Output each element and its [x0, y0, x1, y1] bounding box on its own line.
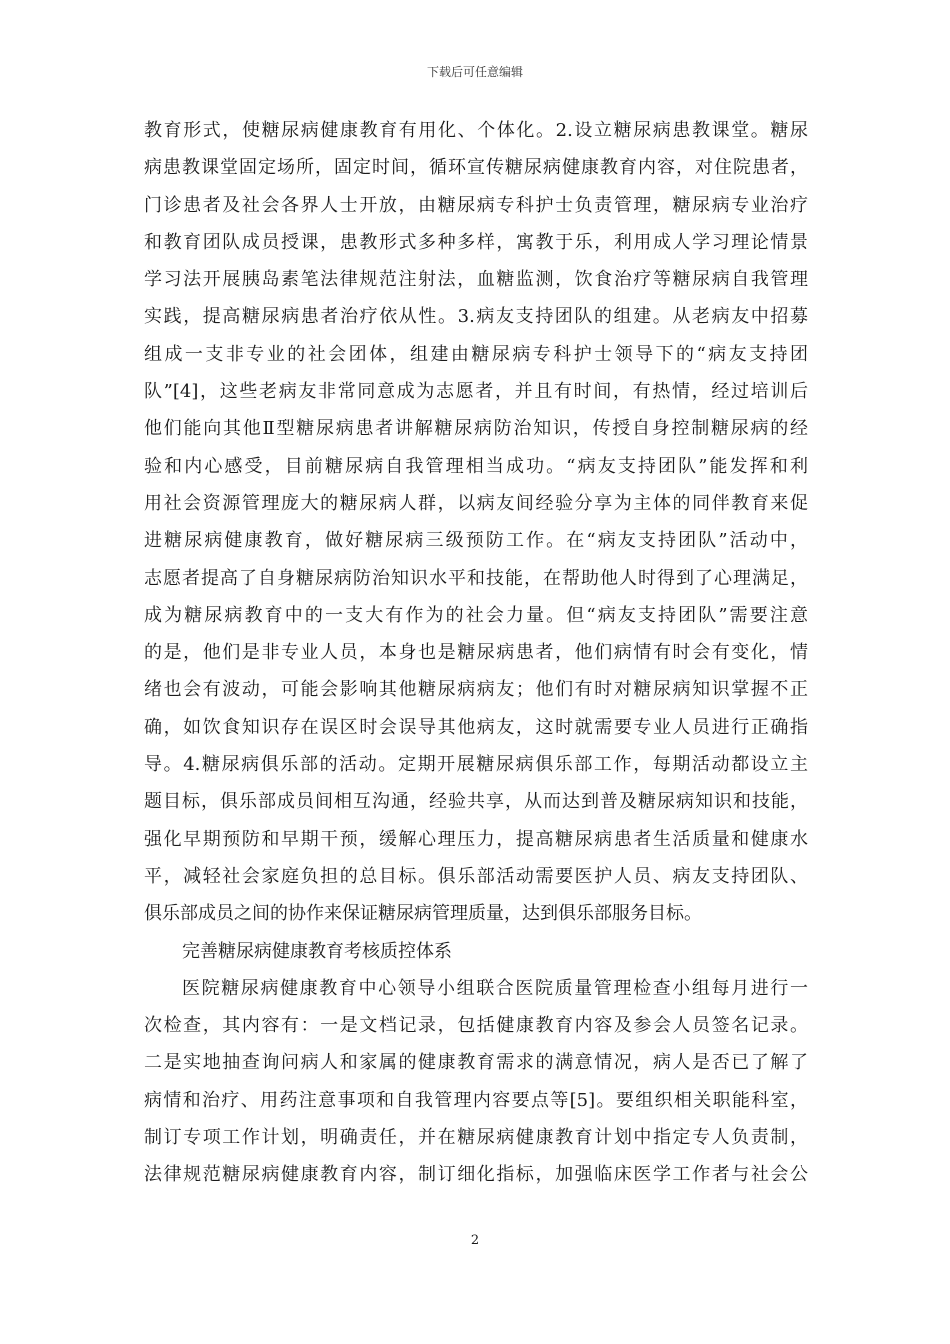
document-body: [144, 112, 808, 1194]
text-line: 二是实地抽查询问病人和家属的健康教育需求的满意情况，病人是否已了解了: [144, 1052, 808, 1074]
text-line: 队”[4]，这些老病友非常同意成为志愿者，并且有时间，有热情，经过培训后: [144, 381, 808, 403]
text-line: 实践，提高糖尿病患者治疗依从性。3.病友支持团队的组建。从老病友中招募: [144, 306, 808, 328]
text-line: 教育形式，使糖尿病健康教育有用化、个体化。2.设立糖尿病患教课堂。糖尿: [144, 120, 808, 141]
text-line: 次检查，其内容有：一是文档记录，包括健康教育内容及参会人员签名记录。: [144, 1015, 808, 1037]
text-line: 强化早期预防和早期干预，缓解心理压力，提高糖尿病患者生活质量和健康水: [144, 828, 808, 850]
text-line: 医院糖尿病健康教育中心领导小组联合医院质量管理检查小组每月进行一: [182, 977, 808, 999]
page-header: 下载后可任意编辑: [426, 65, 523, 79]
text-line: 和教育团队成员授课，患教形式多种多样，寓教于乐，利用成人学习理论情景: [144, 231, 808, 253]
text-line: 学习法开展胰岛素笔法律规范注射法，血糖监测，饮食治疗等糖尿病自我管理: [144, 269, 808, 291]
text-line: 法律规范糖尿病健康教育内容，制订细化指标，加强临床医学工作者与社会公: [144, 1164, 808, 1186]
text-line: 用社会资源管理庞大的糖尿病人群，以病友间经验分享为主体的同伴教育来促: [144, 492, 808, 514]
text-line: 成为糖尿病教育中的一支大有作为的社会力量。但“病友支持团队”需要注意: [144, 604, 808, 626]
text-line: 导。4.糖尿病俱乐部的活动。定期开展糖尿病俱乐部工作，每期活动都设立主: [144, 754, 808, 776]
page-number: 2: [470, 1233, 480, 1248]
text-line: 病患教课堂固定场所，固定时间，循环宣传糖尿病健康教育内容，对住院患者，: [144, 157, 808, 179]
section-heading: 完善糖尿病健康教育考核质控体系: [182, 940, 452, 962]
text-line: 制订专项工作计划，明确责任，并在糖尿病健康教育计划中指定专人负责制，: [144, 1127, 808, 1149]
text-line: 他们能向其他Ⅱ型糖尿病患者讲解糖尿病防治知识，传授自身控制糖尿病的经: [144, 418, 808, 440]
text-line: 病情和治疗、用药注意事项和自我管理内容要点等[5]。要组织相关职能科室，: [144, 1089, 808, 1111]
text-line: 平，减轻社会家庭负担的总目标。俱乐部活动需要医护人员、病友支持团队、: [144, 865, 808, 887]
text-line: 组成一支非专业的社会团体，组建由糖尿病专科护士领导下的“病友支持团: [144, 343, 808, 365]
text-line: 的是，他们是非专业人员，本身也是糖尿病患者，他们病情有时会有变化，情: [144, 642, 808, 664]
text-line: 门诊患者及社会各界人士开放，由糖尿病专科护士负责管理，糖尿病专业治疗: [144, 194, 808, 216]
text-line: 进糖尿病健康教育，做好糖尿病三级预防工作。在“病友支持团队”活动中，: [144, 530, 808, 552]
text-line: 确，如饮食知识存在误区时会误导其他病友，这时就需要专业人员进行正确指: [144, 716, 808, 738]
text-line: 志愿者提高了自身糖尿病防治知识水平和技能，在帮助他人时得到了心理满足，: [144, 567, 808, 589]
text-line: 绪也会有波动，可能会影响其他糖尿病病友；他们有时对糖尿病知识掌握不正: [144, 679, 808, 701]
text-line: 俱乐部成员之间的协作来保证糖尿病管理质量，达到俱乐部服务目标。: [144, 903, 702, 925]
text-line: 题目标，俱乐部成员间相互沟通，经验共享，从而达到普及糖尿病知识和技能，: [144, 791, 808, 813]
text-line: 验和内心感受，目前糖尿病自我管理相当成功。“病友支持团队”能发挥和利: [144, 455, 808, 477]
